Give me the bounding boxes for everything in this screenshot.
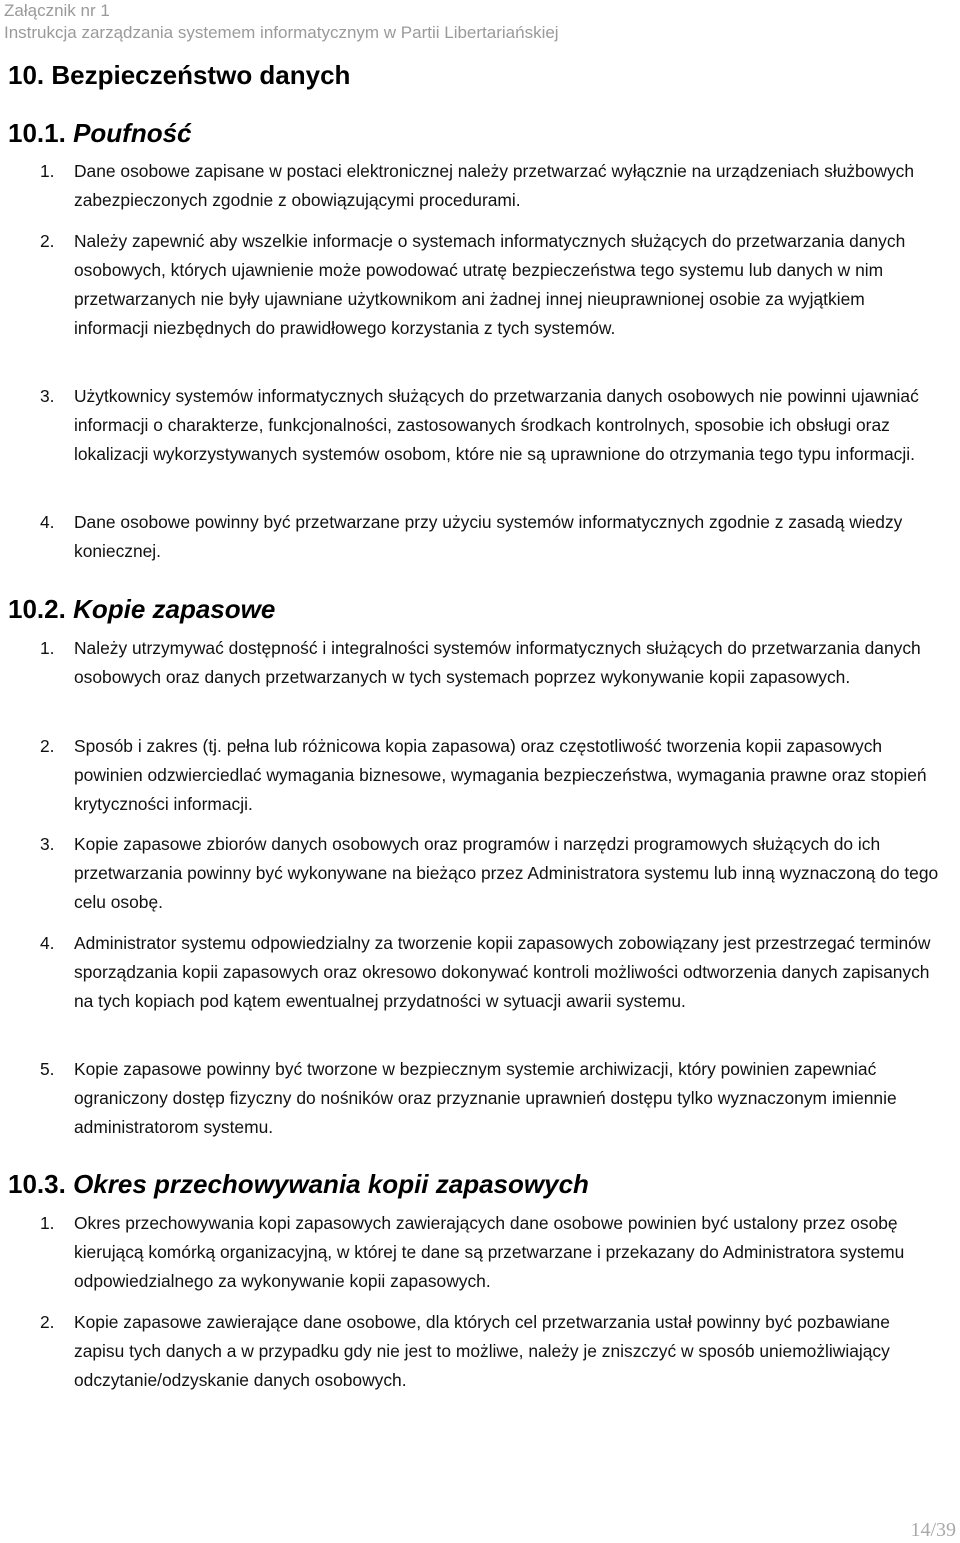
list-item	[40, 157, 940, 215]
section-label: Kopie zapasowe	[73, 594, 276, 624]
chapter-title: 10. Bezpieczeństwo danych	[8, 60, 351, 90]
item-number: 1.	[40, 638, 55, 658]
item-text: Kopie zapasowe powinny być tworzone w bezpiecznym systemie archiwizacji, który powinien zapewniać ograniczony dostęp fizyczny do nośników oraz przyznanie uprawnień dostępu tylko wyznaczonym imiennie administratorom systemu.	[74, 1059, 897, 1137]
page-number: 14/39	[910, 1519, 956, 1541]
document-header	[4, 0, 559, 44]
list-item	[40, 227, 940, 343]
item-number: 2.	[40, 231, 55, 251]
item-text: Okres przechowywania kopi zapasowych zawierających dane osobowe powinien być ustalony przez osobę kierującą komórką organizacyjną, w której te dane są przetwarzane i przekazany do Administratora systemu odpowiedzialnego za wykonywanie kopii zapasowych.	[74, 1213, 905, 1291]
list-item	[40, 732, 940, 819]
item-text: Administrator systemu odpowiedzialny za tworzenie kopii zapasowych zobowiązany jest przestrzegać terminów sporządzania kopii zapasowych oraz okresowo dokonywać kontroli możliwości odtworzenia danych zapisanych na tych kopiach pod kątem ewentualnej przydatności w sytuacji awarii systemu.	[74, 933, 931, 1011]
item-text: Kopie zapasowe zbiorów danych osobowych oraz programów i narzędzi programowych służących do ich przetwarzania powinny być wykonywane na bieżąco przez Administratora systemu lub inną wyznaczoną do tego celu osobę.	[74, 834, 939, 912]
section-title-backups	[8, 592, 275, 626]
item-number: 1.	[40, 1213, 55, 1233]
list-item	[40, 1209, 940, 1296]
item-number: 4.	[40, 512, 55, 532]
item-number: 5.	[40, 1059, 55, 1079]
item-number: 3.	[40, 386, 55, 406]
section-number: 10.1.	[8, 118, 66, 148]
list-item	[40, 830, 940, 917]
item-number: 3.	[40, 834, 55, 854]
section-title-retention	[8, 1167, 589, 1201]
list-item	[40, 1308, 940, 1395]
list-item	[40, 508, 940, 566]
item-text: Dane osobowe powinny być przetwarzane przy użyciu systemów informatycznych zgodnie z zasadą wiedzy koniecznej.	[74, 512, 903, 561]
section-title-confidentiality	[8, 116, 192, 150]
item-text: Użytkownicy systemów informatycznych służących do przetwarzania danych osobowych nie powinni ujawniać informacji o charakterze, funkcjonalności, zastosowanych środkach kontrolnych, sposobie ich obsługi oraz lokalizacji wykorzystywanych systemów osobom, które nie są uprawnione do otrzymania tego typu informacji.	[74, 386, 919, 464]
item-text: Dane osobowe zapisane w postaci elektronicznej należy przetwarzać wyłącznie na urządzeniach służbowych zabezpieczonych zgodnie z obowiązującymi procedurami.	[74, 161, 915, 210]
annex-label: Załącznik nr 1	[4, 1, 110, 20]
item-number: 1.	[40, 161, 55, 181]
item-number: 2.	[40, 736, 55, 756]
section-label: Okres przechowywania kopii zapasowych	[73, 1169, 589, 1199]
section-label: Poufność	[73, 118, 192, 148]
item-text: Należy utrzymywać dostępność i integralności systemów informatycznych służących do przetwarzania danych osobowych oraz danych przetwarzanych w tych systemach poprzez wykonywanie kopii zapasowych.	[74, 638, 921, 687]
item-text: Sposób i zakres (tj. pełna lub różnicowa kopia zapasowa) oraz częstotliwość tworzenia kopii zapasowych powinien odzwierciedlać wymagania biznesowe, wymagania bezpieczeństwa, wymagania prawne oraz stopień krytyczności informacji.	[74, 736, 927, 814]
section-number: 10.2.	[8, 594, 66, 624]
section-number: 10.3.	[8, 1169, 66, 1199]
list-item	[40, 634, 940, 692]
document-subtitle: Instrukcja zarządzania systemem informatycznym w Partii Libertariańskiej	[4, 23, 559, 42]
list-item	[40, 1055, 940, 1142]
item-number: 2.	[40, 1312, 55, 1332]
item-text: Kopie zapasowe zawierające dane osobowe, dla których cel przetwarzania ustał powinny być pozbawiane zapisu tych danych a w przypadku gdy nie jest to możliwe, należy je zniszczyć w sposób uniemożliwiający odczytanie/odzyskanie danych osobowych.	[74, 1312, 890, 1390]
item-number: 4.	[40, 933, 55, 953]
item-text: Należy zapewnić aby wszelkie informacje o systemach informatycznych służących do przetwarzania danych osobowych, których ujawnienie może powodować utratę bezpieczeństwa tego systemu lub danych w nim przetwarzanych nie były ujawniane użytkownikom ani żadnej innej nieuprawnionej osobie za wyjątkiem informacji niezbędnych do prawidłowego korzystania z tych systemów.	[74, 231, 906, 338]
list-item	[40, 382, 940, 469]
list-item	[40, 929, 940, 1016]
